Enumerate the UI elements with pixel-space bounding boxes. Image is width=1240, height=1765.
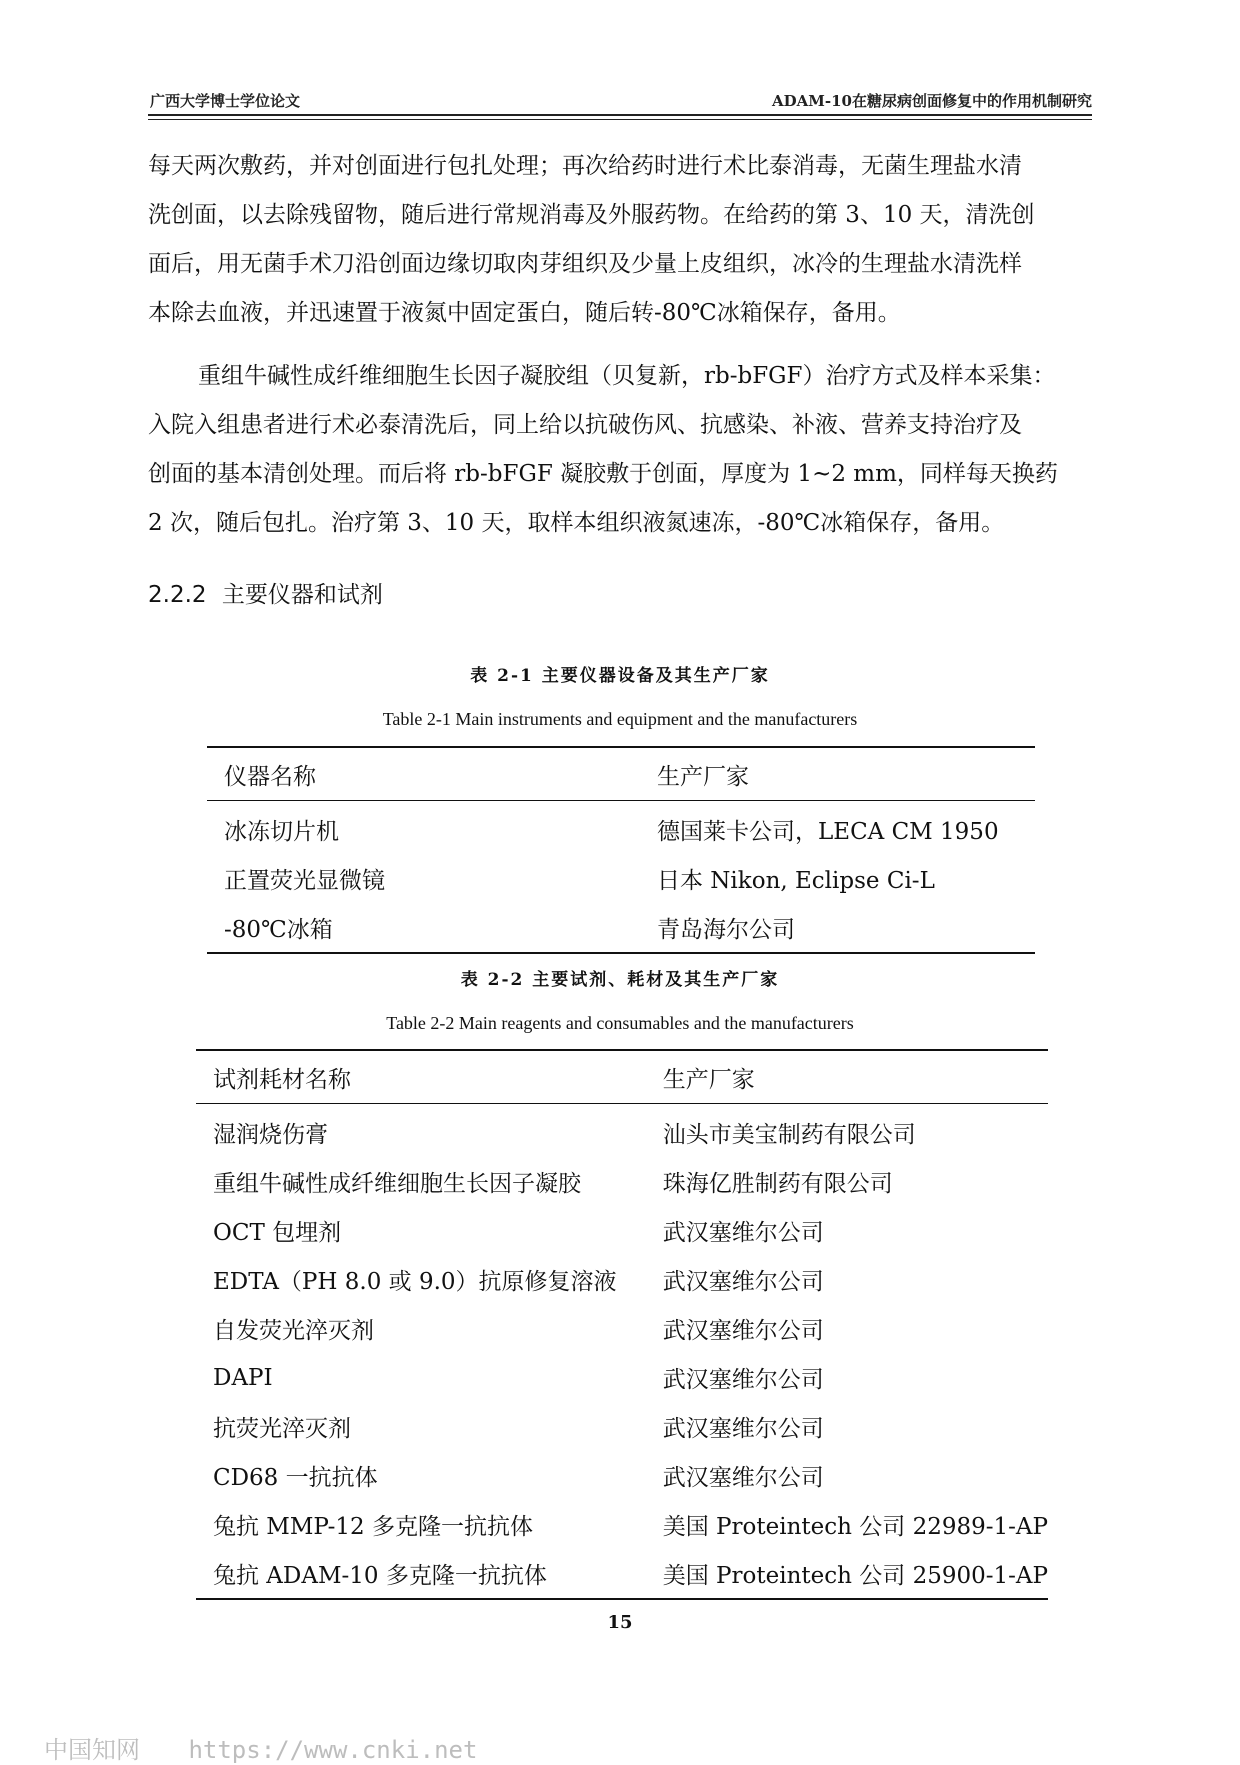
- table-cell: 日本 Nikon, Eclipse Ci-L: [657, 868, 935, 894]
- watermark-site-name: 中国知网: [44, 1736, 140, 1764]
- paragraph-line: 本除去血液，并迅速置于液氮中固定蛋白，随后转-80℃冰箱保存，备用。: [148, 300, 901, 326]
- section-number: 2.2.2: [148, 582, 207, 608]
- table-row: [196, 1206, 1048, 1255]
- table-cell: 武汉塞维尔公司: [662, 1367, 824, 1393]
- table-cell: OCT 包埋剂: [213, 1220, 342, 1246]
- table-row: [196, 1500, 1048, 1549]
- body-paragraph-1: [148, 142, 1092, 338]
- reagents-table: [196, 1049, 1048, 1600]
- section-title: 主要仪器和试剂: [221, 582, 383, 608]
- section-heading: [148, 576, 383, 609]
- paragraph-line: 入院入组患者进行术必泰清洗后，同上给以抗破伤风、抗感染、补液、营养支持治疗及: [148, 412, 1022, 438]
- table-cell: 武汉塞维尔公司: [662, 1269, 824, 1295]
- header-rule-thin: [148, 119, 1092, 120]
- table-row: [207, 801, 1035, 855]
- table-row: [196, 1304, 1048, 1353]
- table-cell: 兔抗 ADAM-10 多克隆一抗抗体: [213, 1563, 547, 1589]
- table-cell: 珠海亿胜制药有限公司: [662, 1171, 893, 1197]
- paragraph-line: 洗创面，以去除残留物，随后进行常规消毒及外服药物。在给药的第 3、10 天，清洗创: [148, 202, 1035, 228]
- paragraph-line: 每天两次敷药，并对创面进行包扎处理；再次给药时进行术比泰消毒，无菌生理盐水清: [148, 153, 1022, 179]
- watermark-url: https://www.cnki.net: [188, 1736, 478, 1764]
- table-cell: -80℃冰箱: [224, 917, 333, 943]
- table-cell: 冰冻切片机: [224, 819, 339, 845]
- table2-caption-en: Table 2-2 Main reagents and consumables and the manufacturers: [386, 1013, 854, 1033]
- table-cell: 武汉塞维尔公司: [662, 1220, 824, 1246]
- table-header-row: [207, 747, 1035, 801]
- table-cell: EDTA（PH 8.0 或 9.0）抗原修复溶液: [213, 1269, 617, 1295]
- table-row: [196, 1451, 1048, 1500]
- header-thesis-type: 广西大学博士学位论文: [150, 92, 301, 110]
- paragraph-line: 创面的基本清创处理。而后将 rb-bFGF 凝胶敷于创面，厚度为 1~2 mm，同样每天换药: [148, 461, 1058, 487]
- header-thesis-title: ADAM-10在糖尿病创面修复中的作用机制研究: [772, 92, 1092, 110]
- table-cell: DAPI: [213, 1364, 273, 1391]
- table-cell: 汕头市美宝制药有限公司: [662, 1122, 916, 1148]
- table-cell: 自发荧光淬灭剂: [213, 1318, 374, 1344]
- table-cell: 重组牛碱性成纤维细胞生长因子凝胶: [213, 1171, 581, 1197]
- table-row: [196, 1255, 1048, 1304]
- table-cell: 美国 Proteintech 公司 25900-1-AP: [662, 1563, 1048, 1589]
- page-header: [148, 86, 1092, 116]
- paragraph-line: 2 次，随后包扎。治疗第 3、10 天，取样本组织液氮速冻，-80℃冰箱保存，备用。: [148, 510, 1005, 536]
- table-header-cell: 生产厂家: [663, 1050, 1048, 1104]
- paragraph-line: 重组牛碱性成纤维细胞生长因子凝胶组（贝复新，rb-bFGF）治疗方式及样本采集：: [198, 363, 1056, 389]
- body-paragraph-2: [148, 352, 1092, 548]
- table-row: [196, 1157, 1048, 1206]
- table-row: [196, 1353, 1048, 1402]
- table-header-cell: 试剂耗材名称: [196, 1050, 663, 1104]
- instruments-table: [207, 746, 1035, 954]
- table-row: [196, 1104, 1048, 1158]
- table-header-cell: 生产厂家: [657, 747, 1035, 801]
- table-cell: 武汉塞维尔公司: [662, 1465, 824, 1491]
- table-cell: 武汉塞维尔公司: [662, 1416, 824, 1442]
- table-cell: 正置荧光显微镜: [224, 868, 385, 894]
- table-header-cell: 仪器名称: [207, 747, 657, 801]
- page-number: 15: [607, 1612, 633, 1633]
- header-rule-thick: [148, 114, 1092, 116]
- table-cell: 美国 Proteintech 公司 22989-1-AP: [662, 1514, 1048, 1540]
- table-cell: 兔抗 MMP-12 多克隆一抗抗体: [213, 1514, 533, 1540]
- table-row: [196, 1402, 1048, 1451]
- paragraph-line: 面后，用无菌手术刀沿创面边缘切取肉芽组织及少量上皮组织，冰冷的生理盐水清洗样: [148, 251, 1022, 277]
- table-cell: 德国莱卡公司，LECA CM 1950: [657, 819, 999, 845]
- table-row: [196, 1549, 1048, 1599]
- table-cell: 青岛海尔公司: [657, 917, 795, 943]
- table-cell: 武汉塞维尔公司: [662, 1318, 824, 1344]
- cnki-watermark: [44, 1730, 477, 1765]
- table-cell: 湿润烧伤膏: [213, 1122, 328, 1148]
- table-header-row: [196, 1050, 1048, 1104]
- table1-caption-en: Table 2-1 Main instruments and equipment and the manufacturers: [382, 709, 858, 729]
- table-cell: CD68 一抗抗体: [213, 1465, 378, 1491]
- table-row: [207, 903, 1035, 953]
- table1-caption-cn: 表 2-1 主要仪器设备及其生产厂家: [470, 666, 770, 686]
- table2-caption-cn: 表 2-2 主要试剂、耗材及其生产厂家: [460, 970, 780, 990]
- table-row: [207, 854, 1035, 903]
- table-cell: 抗荧光淬灭剂: [213, 1416, 351, 1442]
